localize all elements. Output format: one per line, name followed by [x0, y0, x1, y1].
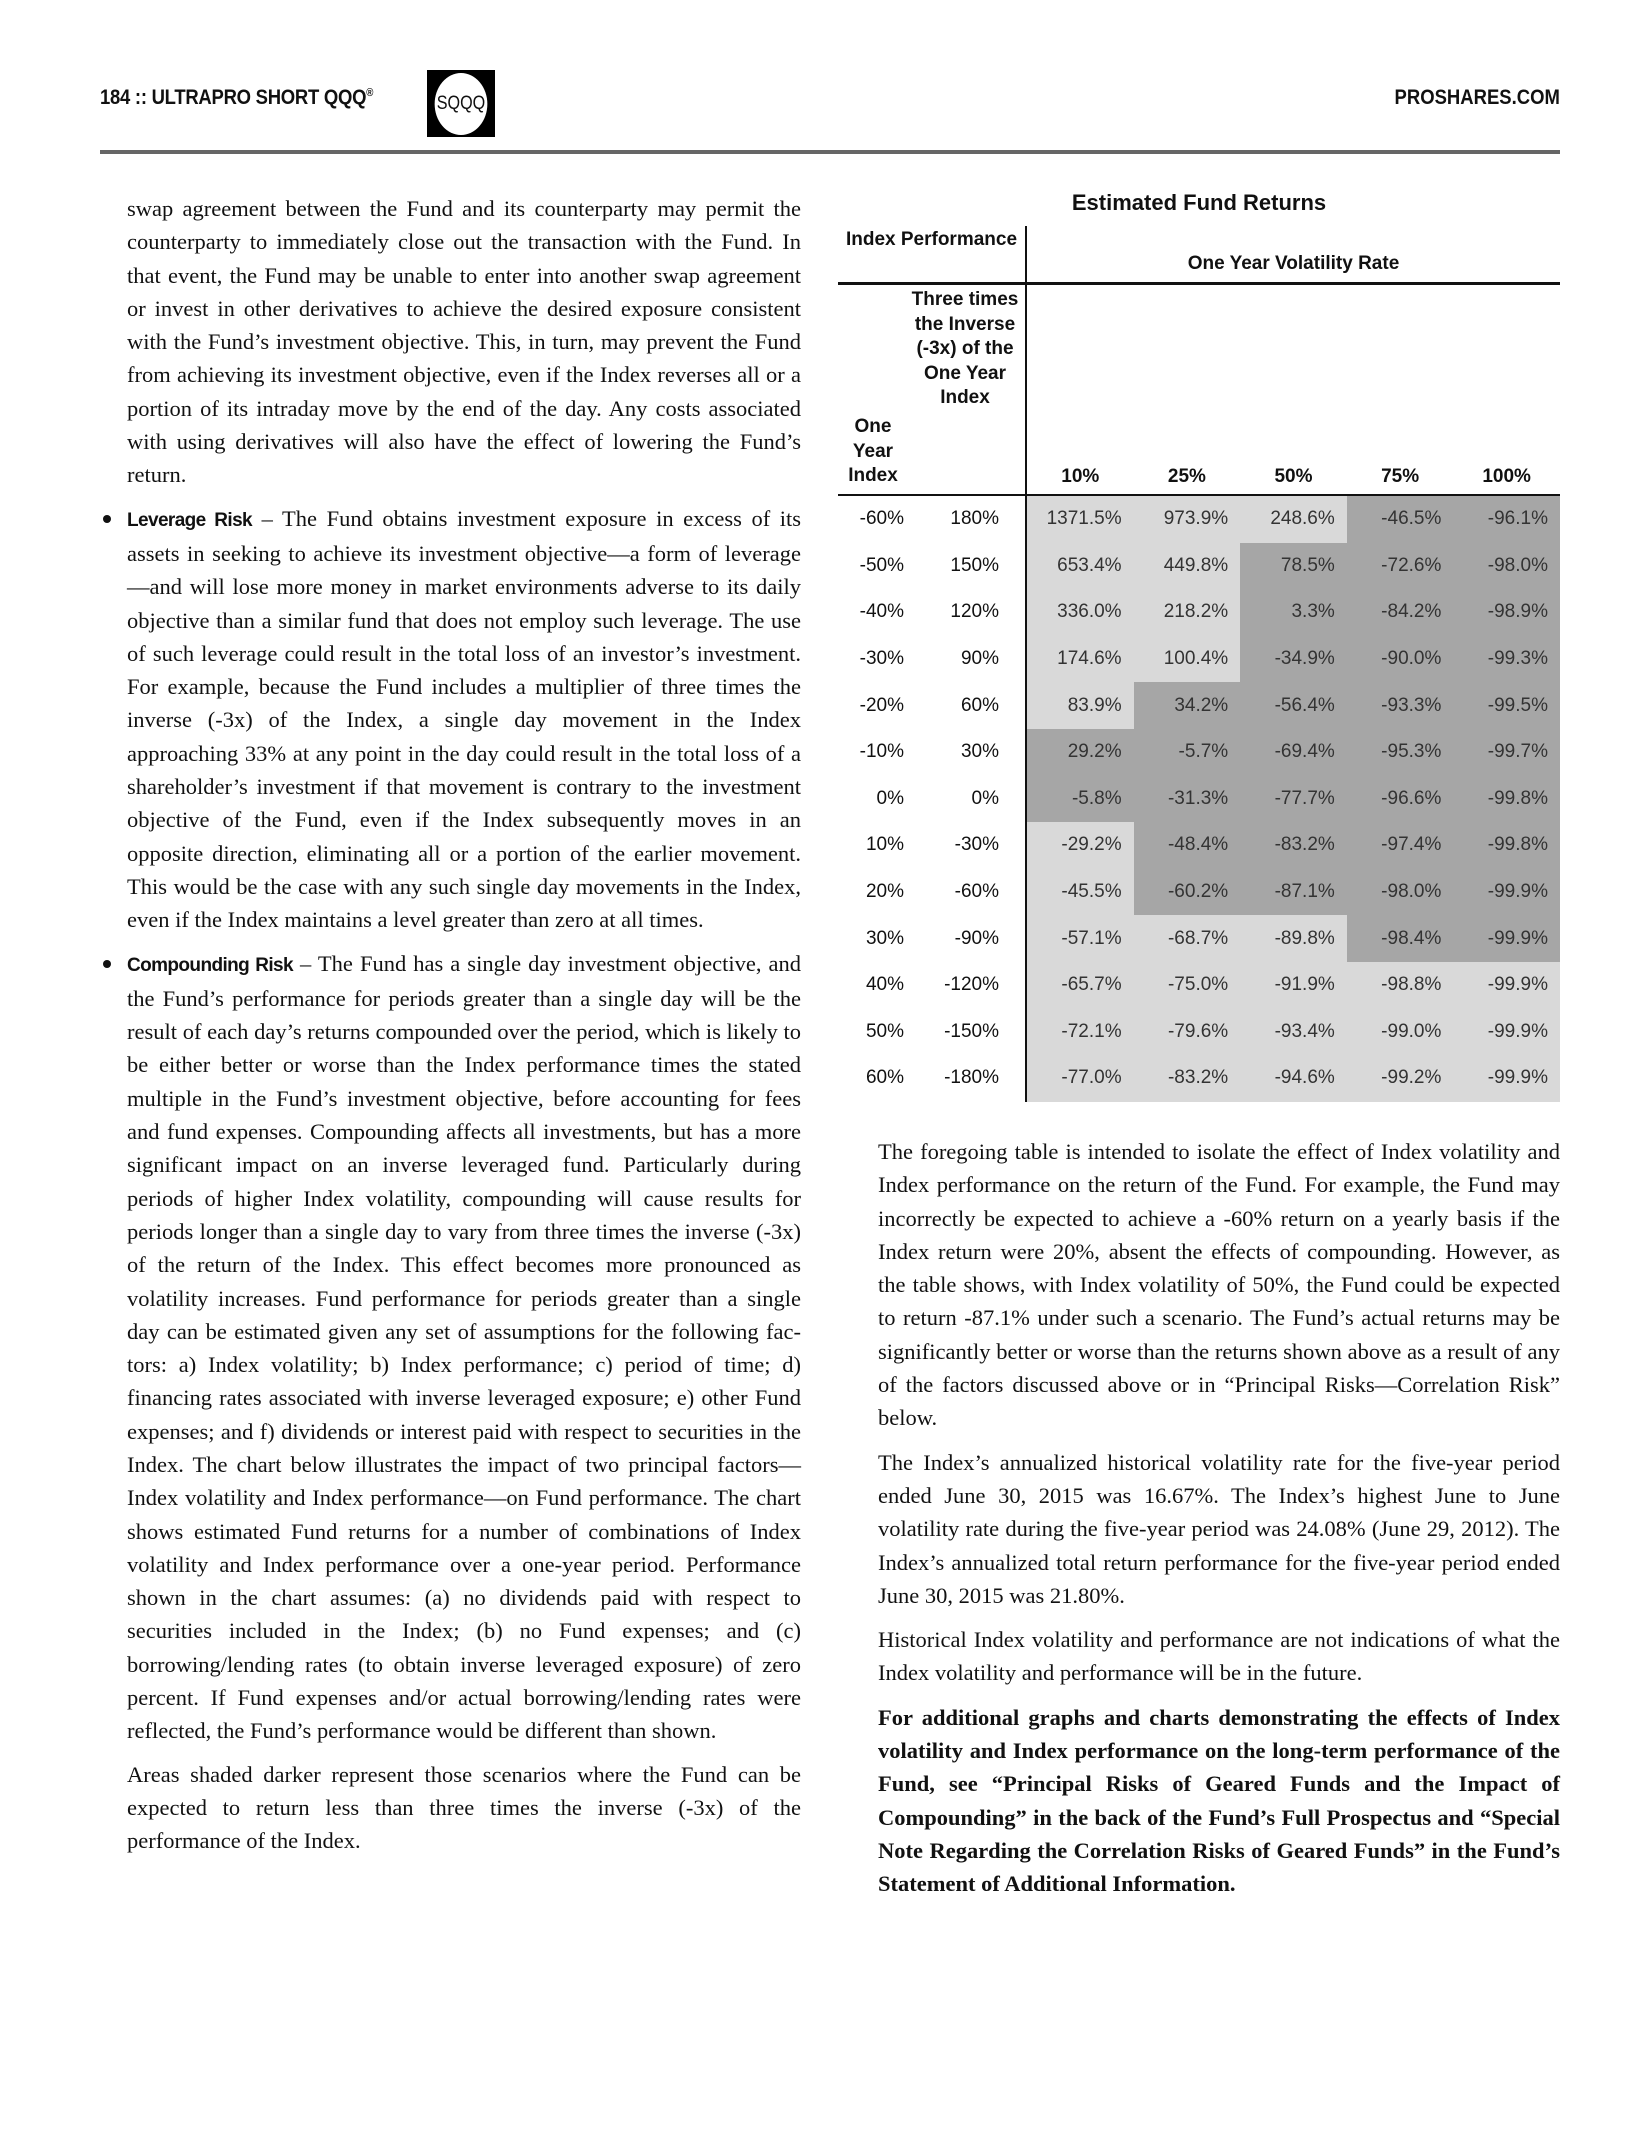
fund-return-cell: -99.2% — [1347, 1055, 1454, 1102]
fund-return-cell: -99.0% — [1347, 1009, 1454, 1056]
fund-return-cell: -99.9% — [1453, 915, 1560, 962]
fund-return-cell: -65.7% — [1027, 962, 1134, 1009]
fund-return-cell: 34.2% — [1134, 682, 1241, 729]
fund-return-cell: -99.7% — [1453, 729, 1560, 776]
inverse-3x-cell: -90% — [954, 927, 999, 949]
fund-return-cell: -99.9% — [1453, 962, 1560, 1009]
table-vertical-divider — [1025, 226, 1027, 1102]
index-return-cell: 30% — [865, 927, 904, 949]
fund-return-cell: -72.1% — [1027, 1009, 1134, 1056]
fund-return-cell: -57.1% — [1027, 915, 1134, 962]
fund-return-cell: -98.0% — [1453, 543, 1560, 590]
fund-return-cell: -48.4% — [1134, 822, 1241, 869]
table-row — [838, 915, 1560, 962]
fund-return-cell: -69.4% — [1240, 729, 1347, 776]
fund-return-cell: -99.9% — [1453, 869, 1560, 916]
disclaimer: Historical Index volatility and performance are not indications of what the Index volatility and performance will be in the future. — [878, 1627, 1560, 1686]
fund-return-cell: -5.7% — [1134, 729, 1241, 776]
additional-info: For additional graphs and charts demonstrating the effects of Index volatility and Index performance on the long-term performance of the Fund, see “Principal Risks of Geared Funds and the Impact of Compounding” in the back of the Fund’s Full Prospectus and “Special Note Regarding the Correlation Risks of Geared Funds” in the Fund’s Statement of Additional Information. — [878, 1704, 1560, 1897]
inverse-3x-header: Three times the Inverse (-3x) of the One Year Index — [911, 289, 1019, 408]
fund-return-cell: -93.4% — [1240, 1009, 1347, 1056]
inverse-3x-cell: 180% — [950, 508, 999, 530]
inverse-3x-cell: -120% — [944, 974, 999, 996]
fund-return-cell: -96.1% — [1453, 496, 1560, 543]
fund-return-cell: 100.4% — [1134, 636, 1241, 683]
index-return-cell: 0% — [876, 787, 904, 809]
fund-return-cell: -60.2% — [1134, 869, 1241, 916]
vol-col-header: 10% — [1061, 466, 1100, 487]
one-year-index-header: One Year Index — [848, 416, 898, 486]
inverse-3x-cell: -180% — [944, 1067, 999, 1089]
fund-return-cell: -99.9% — [1453, 1055, 1560, 1102]
fund-return-cell: -34.9% — [1240, 636, 1347, 683]
fund-return-cell: 29.2% — [1027, 729, 1134, 776]
index-return-cell: -10% — [859, 741, 904, 763]
volatility-column-headers — [1027, 466, 1560, 488]
page-header-title — [100, 86, 373, 110]
fund-return-cell: -5.8% — [1027, 776, 1134, 823]
index-return-cell: -30% — [859, 648, 904, 670]
page-number: 184 — [100, 86, 131, 109]
fund-return-cell: -95.3% — [1347, 729, 1454, 776]
table-body — [838, 496, 1560, 1102]
table-row — [838, 682, 1560, 729]
site-link[interactable]: PROSHARES.COM — [1394, 86, 1560, 109]
index-return-cell: -40% — [859, 601, 904, 623]
inverse-3x-cell: 60% — [960, 694, 999, 716]
inverse-3x-cell: 150% — [950, 554, 999, 576]
index-return-cell: -20% — [859, 694, 904, 716]
table-row — [838, 1055, 1560, 1102]
inverse-3x-cell: -30% — [954, 834, 999, 856]
bullet-dash: – — [252, 505, 283, 531]
fund-return-cell: -77.0% — [1027, 1055, 1134, 1102]
fund-return-cell: -83.2% — [1240, 822, 1347, 869]
vol-col-header: 50% — [1274, 466, 1313, 487]
fund-return-cell: -93.3% — [1347, 682, 1454, 729]
fund-return-cell: -84.2% — [1347, 589, 1454, 636]
fund-return-cell: 1371.5% — [1027, 496, 1134, 543]
fund-return-cell: -46.5% — [1347, 496, 1454, 543]
bullet-compounding-risk — [127, 947, 801, 1748]
fund-return-cell: -99.9% — [1453, 1009, 1560, 1056]
header-separator: :: — [134, 86, 147, 109]
index-return-cell: -60% — [859, 508, 904, 530]
bullet-term: Leverage Risk — [127, 509, 253, 531]
fund-return-cell: -79.6% — [1134, 1009, 1241, 1056]
fund-return-cell: 336.0% — [1027, 589, 1134, 636]
shading-note: Areas shaded darker represent those scenarios where the Fund can be expected to return less than three times the inverse (-3x) of the performance of the Index. — [127, 1761, 801, 1854]
ticker-label: SQQQ — [435, 73, 488, 135]
inverse-3x-cell: -60% — [954, 881, 999, 903]
fund-return-cell: -45.5% — [1027, 869, 1134, 916]
bullet-icon — [103, 515, 111, 523]
table-row — [838, 729, 1560, 776]
table-row — [838, 636, 1560, 683]
fund-return-cell: -83.2% — [1134, 1055, 1241, 1102]
index-return-cell: 60% — [865, 1067, 904, 1089]
table-title: Estimated Fund Returns — [1071, 190, 1327, 215]
fund-return-cell: -75.0% — [1134, 962, 1241, 1009]
right-column — [878, 1135, 1560, 1912]
fund-return-cell: -98.8% — [1347, 962, 1454, 1009]
table-row — [838, 1009, 1560, 1056]
fund-return-cell: -31.3% — [1134, 776, 1241, 823]
fund-return-cell: -68.7% — [1134, 915, 1241, 962]
bullet-icon — [103, 960, 111, 968]
fund-return-cell: 973.9% — [1134, 496, 1241, 543]
header-divider — [100, 150, 1560, 154]
fund-return-cell: -99.8% — [1453, 776, 1560, 823]
table-row — [838, 822, 1560, 869]
inverse-3x-cell: -150% — [944, 1020, 999, 1042]
fund-return-cell: 248.6% — [1240, 496, 1347, 543]
fund-return-cell: -99.3% — [1453, 636, 1560, 683]
table-row — [838, 869, 1560, 916]
vol-col-header: 25% — [1167, 466, 1206, 487]
fund-return-cell: -94.6% — [1240, 1055, 1347, 1102]
fund-return-cell: -77.7% — [1240, 776, 1347, 823]
table-explanation: The foregoing table is intended to isolate the effect of Index volatility and Index performance on the return of the Fund. For example, the Fund may incorrectly be expected to achieve a -60% return on a yearly basis if the Index return were 20%, absent the effects of compounding. However, as the table shows, with Index volatility of 50%, the Fund could be expected to return -87.1% under such a scenario. The Fund’s actual returns may be significantly better or worse than the returns shown above as a result of any of the factors discussed above or in “Principal Risks—Correlation Risk” below. — [878, 1139, 1560, 1431]
fund-return-cell: -89.8% — [1240, 915, 1347, 962]
bullet-term: Compounding Risk — [127, 954, 293, 976]
index-return-cell: -50% — [859, 554, 904, 576]
fund-return-cell: 174.6% — [1027, 636, 1134, 683]
inverse-3x-cell: 0% — [971, 787, 999, 809]
fund-return-cell: -72.6% — [1347, 543, 1454, 590]
bullet-text: The Fund has a single day investment objective, and the Fund’s performance for periods greater than a single day will be the result of each day’s returns compounded over the period, which is likely to be either better or worse than the Index performance times the stated multiple in the Fund’s investment objective, before accounting for fees and fund expenses. Compounding affects all investments, but has a more significant impact on an inverse leveraged fund. Particularly during periods of higher Index volatility, compounding will cause results for periods longer than a single day to vary from three times the inverse (-3x) of the return of the Index. This effect becomes more pronounced as volatility increases. Fund performance for periods greater than a single day can be estimated given any set of assumptions for the following factors: a) Index volatility; b) Index performance; c) period of time; d) financing rates associated with inverse leveraged exposure; e) other Fund expenses; and f) dividends or interest paid with respect to securities in the Index. The chart below illustrates the impact of two principal factors—Index volatility and Index performance—on Fund performance. The chart shows estimated Fund returns for a number of combinations of Index volatility and Index performance over a one-year period. Performance shown in the chart assumes: (a) no dividends paid with respect to securities included in the Index; (b) no Fund expenses; and (c) borrowing/lending rates (to obtain inverse leveraged exposure) of zero percent. If Fund expenses and/or actual borrowing/lending rates were reflected, the Fund’s performance would be different than shown. — [127, 950, 802, 1744]
bullet-dash: – — [292, 950, 318, 976]
fund-return-cell: 3.3% — [1240, 589, 1347, 636]
fund-return-cell: -29.2% — [1027, 822, 1134, 869]
fund-return-cell: -98.9% — [1453, 589, 1560, 636]
fund-return-cell: 653.4% — [1027, 543, 1134, 590]
index-return-cell: 10% — [865, 834, 904, 856]
left-column — [127, 192, 801, 1868]
volatility-header: One Year Volatility Rate — [1187, 253, 1400, 274]
fund-return-cell: -97.4% — [1347, 822, 1454, 869]
header-rule — [838, 282, 1560, 285]
fund-return-cell: -98.4% — [1347, 915, 1454, 962]
ticker-badge — [427, 70, 495, 137]
fund-return-cell: 218.2% — [1134, 589, 1241, 636]
index-return-cell: 40% — [865, 974, 904, 996]
bullet-leverage-risk — [127, 502, 801, 937]
table-row — [838, 543, 1560, 590]
fund-name: ULTRAPRO SHORT QQQ — [151, 86, 367, 109]
intro-paragraph: swap agreement between the Fund and its counterparty may permit the counterparty to immediately close out the transaction with the Fund. In that event, the Fund may be unable to enter into another swap agreement or invest in other derivatives to achieve the desired exposure consistent with the Fund’s investment objective. This, in turn, may prevent the Fund from achieving its investment objective, even if the Index reverses all or a portion of its intraday move by the end of the day. Any costs associated with using derivatives will also have the effect of lowering the Fund’s return. — [127, 196, 801, 488]
index-return-cell: 20% — [865, 881, 904, 903]
fund-return-cell: -99.8% — [1453, 822, 1560, 869]
inverse-3x-cell: 90% — [960, 648, 999, 670]
registered-mark: ® — [366, 87, 374, 99]
vol-col-header: 75% — [1381, 466, 1420, 487]
table-row — [838, 496, 1560, 543]
table-row — [838, 962, 1560, 1009]
table-row — [838, 776, 1560, 823]
fund-return-cell: -98.0% — [1347, 869, 1454, 916]
inverse-3x-cell: 120% — [950, 601, 999, 623]
fund-return-cell: 449.8% — [1134, 543, 1241, 590]
fund-return-cell: -56.4% — [1240, 682, 1347, 729]
fund-return-cell: -90.0% — [1347, 636, 1454, 683]
fund-return-cell: 78.5% — [1240, 543, 1347, 590]
fund-return-cell: -87.1% — [1240, 869, 1347, 916]
bullet-text: The Fund obtains investment exposure in excess of its assets in seeking to achieve its investment objective—a form of leverage—and will lose more money in market environments adverse to its daily objective than a similar fund that does not employ such leverage. The use of such leverage could result in the total loss of an investor’s investment. For example, because the Fund includes a multiplier of three times the inverse (-3x) of the Index, a single day movement in the Index approaching 33% at any point in the day could result in the total loss of a shareholder’s investment if that movement is contrary to the investment objective of the Fund, even if the Index subsequently moves in an opposite direction, eliminating all or a portion of the earlier movement. This would be the case with any such single day movements in the Index, even if the Index maintains a level greater than zero at all times. — [127, 505, 802, 933]
table-row — [838, 589, 1560, 636]
index-performance-header: Index Performance — [845, 229, 1018, 250]
inverse-3x-cell: 30% — [960, 741, 999, 763]
fund-return-cell: -91.9% — [1240, 962, 1347, 1009]
index-return-cell: 50% — [865, 1020, 904, 1042]
vol-col-header: 100% — [1482, 466, 1531, 487]
historical-volatility: The Index’s annualized historical volatility rate for the five-year period ended June 30, 2015 was 16.67%. The Index’s highest June to June volatility rate during the five-year period was 24.08% (June 29, 2012). The Index’s annualized total return performance for the five-year period ended June 30, 2015 was 21.80%. — [878, 1449, 1560, 1608]
fund-return-cell: 83.9% — [1027, 682, 1134, 729]
fund-return-cell: -96.6% — [1347, 776, 1454, 823]
fund-return-cell: -99.5% — [1453, 682, 1560, 729]
